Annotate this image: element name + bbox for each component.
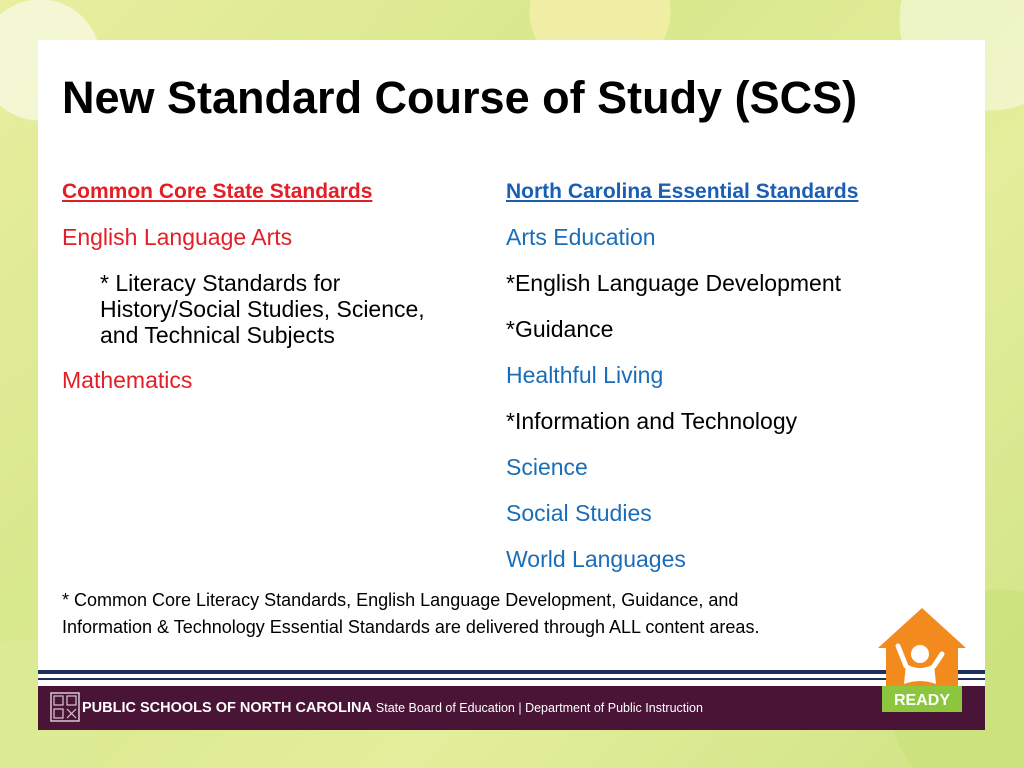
list-item: *Guidance (506, 316, 614, 342)
reader-figure-icon (911, 645, 929, 663)
literacy-line-3: and Technical Subjects (100, 322, 335, 348)
literacy-standards-note (100, 270, 492, 348)
list-item-ela: English Language Arts (62, 224, 293, 250)
literacy-line-2: History/Social Studies, Science, (100, 296, 425, 322)
essential-standards-heading: North Carolina Essential Standards (506, 180, 859, 203)
list-item: Social Studies (506, 500, 652, 526)
footnote-line-2: Information & Technology Essential Standards are delivered through ALL content areas. (62, 617, 760, 637)
footer-subtitle: State Board of Education | Department of Public Instruction (375, 701, 703, 715)
literacy-line-1: * Literacy Standards for (100, 270, 341, 296)
page-title: New Standard Course of Study (SCS) (62, 72, 858, 123)
footnote (62, 587, 962, 641)
ready-badge (876, 606, 968, 716)
divider (38, 670, 985, 674)
list-item-mathematics: Mathematics (62, 367, 193, 393)
state-seal-icon (50, 692, 80, 722)
list-item: *Information and Technology (506, 408, 798, 434)
footer-org: PUBLIC SCHOOLS OF NORTH CAROLINA (82, 700, 372, 716)
list-item: *English Language Development (506, 270, 842, 296)
list-item: Arts Education (506, 224, 656, 250)
slide-card (38, 40, 985, 730)
list-item: Healthful Living (506, 362, 664, 388)
common-core-column (62, 180, 492, 413)
footer-text (82, 699, 703, 716)
essential-standards-column (506, 180, 976, 592)
list-item: Science (506, 454, 588, 480)
footer-bar (38, 686, 985, 730)
common-core-heading: Common Core State Standards (62, 180, 373, 203)
badge-label: READY (893, 692, 951, 709)
divider (38, 678, 985, 680)
list-item: World Languages (506, 546, 686, 572)
footnote-line-1: * Common Core Literacy Standards, English Language Development, Guidance, and (62, 590, 739, 610)
